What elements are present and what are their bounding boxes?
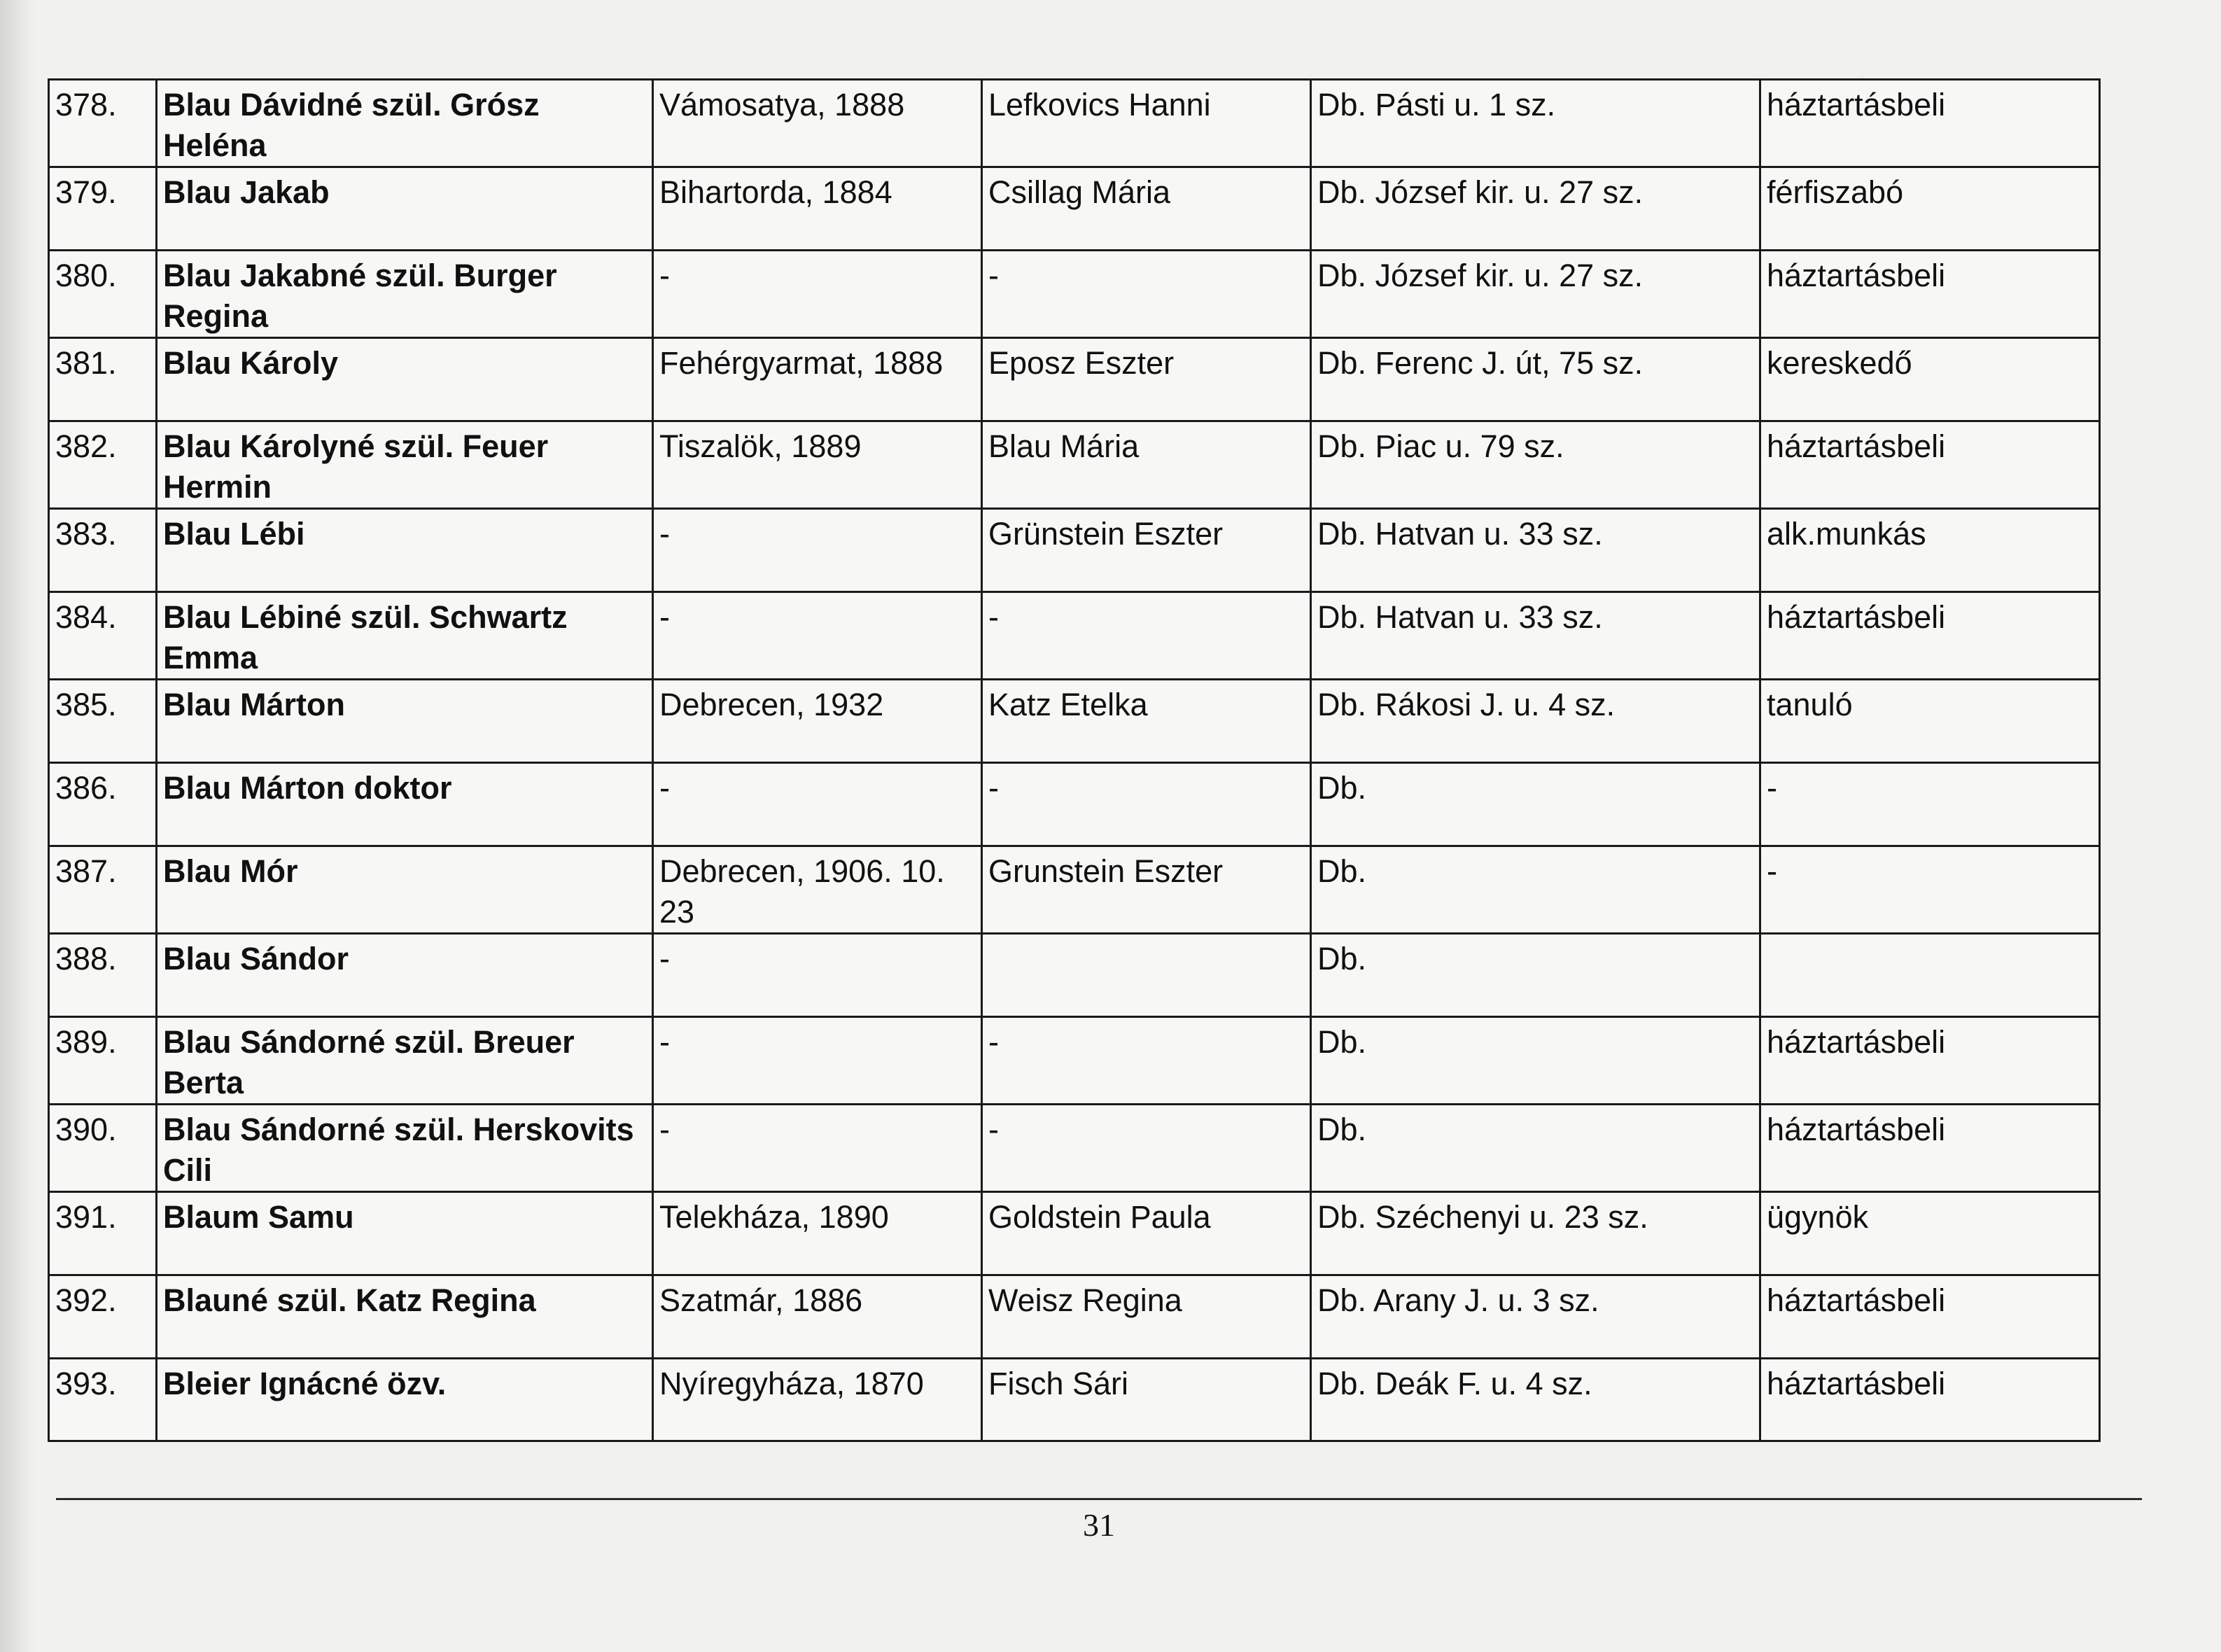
cell-person-name: Blau Jakabné szül. Burger Regina [157, 250, 653, 337]
table-row [49, 762, 2100, 846]
cell-birth-place-year: - [653, 592, 982, 679]
cell-address: Db. József kir. u. 27 sz. [1311, 167, 1760, 251]
cell-birth-place-year: - [653, 1016, 982, 1104]
cell-person-name: Blau Károly [157, 337, 653, 421]
cell-entry-number: 392. [49, 1275, 157, 1358]
cell-person-name: Blaum Samu [157, 1191, 653, 1275]
cell-address: Db. Piac u. 79 sz. [1311, 421, 1760, 508]
cell-birth-place-year: Debrecen, 1906. 10. 23 [653, 846, 982, 933]
cell-address: Db. Széchenyi u. 23 sz. [1311, 1191, 1760, 1275]
cell-person-name: Blau Dávidné szül. Grósz Heléna [157, 80, 653, 167]
cell-mother-name: - [982, 1016, 1311, 1104]
register-body [49, 80, 2100, 1441]
table-row [49, 1104, 2100, 1191]
table-row [49, 250, 2100, 337]
cell-entry-number: 388. [49, 933, 157, 1016]
cell-entry-number: 381. [49, 337, 157, 421]
cell-birth-place-year: Fehérgyarmat, 1888 [653, 337, 982, 421]
cell-birth-place-year: Nyíregyháza, 1870 [653, 1358, 982, 1441]
cell-address: Db. [1311, 933, 1760, 1016]
cell-birth-place-year: - [653, 762, 982, 846]
cell-occupation: tanuló [1760, 679, 2100, 762]
cell-address: Db. Hatvan u. 33 sz. [1311, 508, 1760, 592]
cell-occupation: háztartásbeli [1760, 1016, 2100, 1104]
cell-entry-number: 382. [49, 421, 157, 508]
table-row [49, 592, 2100, 679]
cell-occupation: férfiszabó [1760, 167, 2100, 251]
cell-address: Db. Ferenc J. út, 75 sz. [1311, 337, 1760, 421]
table-row [49, 337, 2100, 421]
cell-address: Db. Rákosi J. u. 4 sz. [1311, 679, 1760, 762]
cell-entry-number: 379. [49, 167, 157, 251]
cell-mother-name: Blau Mária [982, 421, 1311, 508]
cell-birth-place-year: - [653, 1104, 982, 1191]
cell-occupation: ügynök [1760, 1191, 2100, 1275]
cell-birth-place-year: Vámosatya, 1888 [653, 80, 982, 167]
cell-mother-name: - [982, 592, 1311, 679]
cell-entry-number: 380. [49, 250, 157, 337]
cell-birth-place-year: Tiszalök, 1889 [653, 421, 982, 508]
table-row [49, 421, 2100, 508]
cell-address: Db. [1311, 1104, 1760, 1191]
cell-occupation: háztartásbeli [1760, 592, 2100, 679]
cell-occupation [1760, 933, 2100, 1016]
cell-person-name: Blau Sándorné szül. Breuer Berta [157, 1016, 653, 1104]
cell-address: Db. Hatvan u. 33 sz. [1311, 592, 1760, 679]
cell-person-name: Blau Károlyné szül. Feuer Hermin [157, 421, 653, 508]
cell-address: Db. [1311, 762, 1760, 846]
cell-person-name: Blauné szül. Katz Regina [157, 1275, 653, 1358]
cell-mother-name: - [982, 762, 1311, 846]
cell-person-name: Blau Márton doktor [157, 762, 653, 846]
cell-address: Db. József kir. u. 27 sz. [1311, 250, 1760, 337]
cell-occupation: - [1760, 762, 2100, 846]
page-number: 31 [1083, 1507, 1115, 1543]
cell-mother-name: Fisch Sári [982, 1358, 1311, 1441]
cell-occupation: - [1760, 846, 2100, 933]
register-table [48, 78, 2101, 1442]
cell-address: Db. [1311, 846, 1760, 933]
cell-mother-name: Katz Etelka [982, 679, 1311, 762]
table-row [49, 1358, 2100, 1441]
cell-birth-place-year: Telekháza, 1890 [653, 1191, 982, 1275]
cell-mother-name: Weisz Regina [982, 1275, 1311, 1358]
table-row [49, 167, 2100, 251]
cell-occupation: háztartásbeli [1760, 1104, 2100, 1191]
table-row [49, 1191, 2100, 1275]
cell-mother-name [982, 933, 1311, 1016]
cell-person-name: Blau Jakab [157, 167, 653, 251]
cell-entry-number: 393. [49, 1358, 157, 1441]
cell-entry-number: 387. [49, 846, 157, 933]
cell-occupation: háztartásbeli [1760, 1275, 2100, 1358]
cell-occupation: alk.munkás [1760, 508, 2100, 592]
cell-birth-place-year: - [653, 933, 982, 1016]
cell-mother-name: - [982, 250, 1311, 337]
cell-entry-number: 385. [49, 679, 157, 762]
cell-person-name: Blau Sándorné szül. Herskovits Cili [157, 1104, 653, 1191]
cell-person-name: Blau Lébiné szül. Schwartz Emma [157, 592, 653, 679]
cell-address: Db. Arany J. u. 3 sz. [1311, 1275, 1760, 1358]
cell-birth-place-year: Debrecen, 1932 [653, 679, 982, 762]
table-row [49, 80, 2100, 167]
cell-entry-number: 384. [49, 592, 157, 679]
cell-occupation: háztartásbeli [1760, 250, 2100, 337]
cell-occupation: háztartásbeli [1760, 80, 2100, 167]
cell-mother-name: Csillag Mária [982, 167, 1311, 251]
cell-occupation: háztartásbeli [1760, 421, 2100, 508]
table-row [49, 1275, 2100, 1358]
page-shadow [0, 0, 35, 1652]
cell-birth-place-year: - [653, 250, 982, 337]
footer-rule [56, 1498, 2142, 1500]
cell-birth-place-year: Bihartorda, 1884 [653, 167, 982, 251]
cell-mother-name: Eposz Eszter [982, 337, 1311, 421]
cell-person-name: Blau Lébi [157, 508, 653, 592]
cell-person-name: Blau Mór [157, 846, 653, 933]
cell-person-name: Blau Márton [157, 679, 653, 762]
table-row [49, 508, 2100, 592]
cell-birth-place-year: - [653, 508, 982, 592]
cell-entry-number: 383. [49, 508, 157, 592]
cell-address: Db. Pásti u. 1 sz. [1311, 80, 1760, 167]
cell-person-name: Blau Sándor [157, 933, 653, 1016]
cell-mother-name: Grunstein Eszter [982, 846, 1311, 933]
cell-mother-name: Lefkovics Hanni [982, 80, 1311, 167]
table-row [49, 1016, 2100, 1104]
table-row [49, 933, 2100, 1016]
cell-entry-number: 391. [49, 1191, 157, 1275]
cell-entry-number: 389. [49, 1016, 157, 1104]
cell-address: Db. Deák F. u. 4 sz. [1311, 1358, 1760, 1441]
cell-entry-number: 378. [49, 80, 157, 167]
table-row [49, 679, 2100, 762]
cell-person-name: Bleier Ignácné özv. [157, 1358, 653, 1441]
cell-mother-name: - [982, 1104, 1311, 1191]
cell-mother-name: Grünstein Eszter [982, 508, 1311, 592]
table-row [49, 846, 2100, 933]
cell-entry-number: 386. [49, 762, 157, 846]
cell-occupation: kereskedő [1760, 337, 2100, 421]
cell-address: Db. [1311, 1016, 1760, 1104]
cell-birth-place-year: Szatmár, 1886 [653, 1275, 982, 1358]
cell-mother-name: Goldstein Paula [982, 1191, 1311, 1275]
cell-entry-number: 390. [49, 1104, 157, 1191]
cell-occupation: háztartásbeli [1760, 1358, 2100, 1441]
